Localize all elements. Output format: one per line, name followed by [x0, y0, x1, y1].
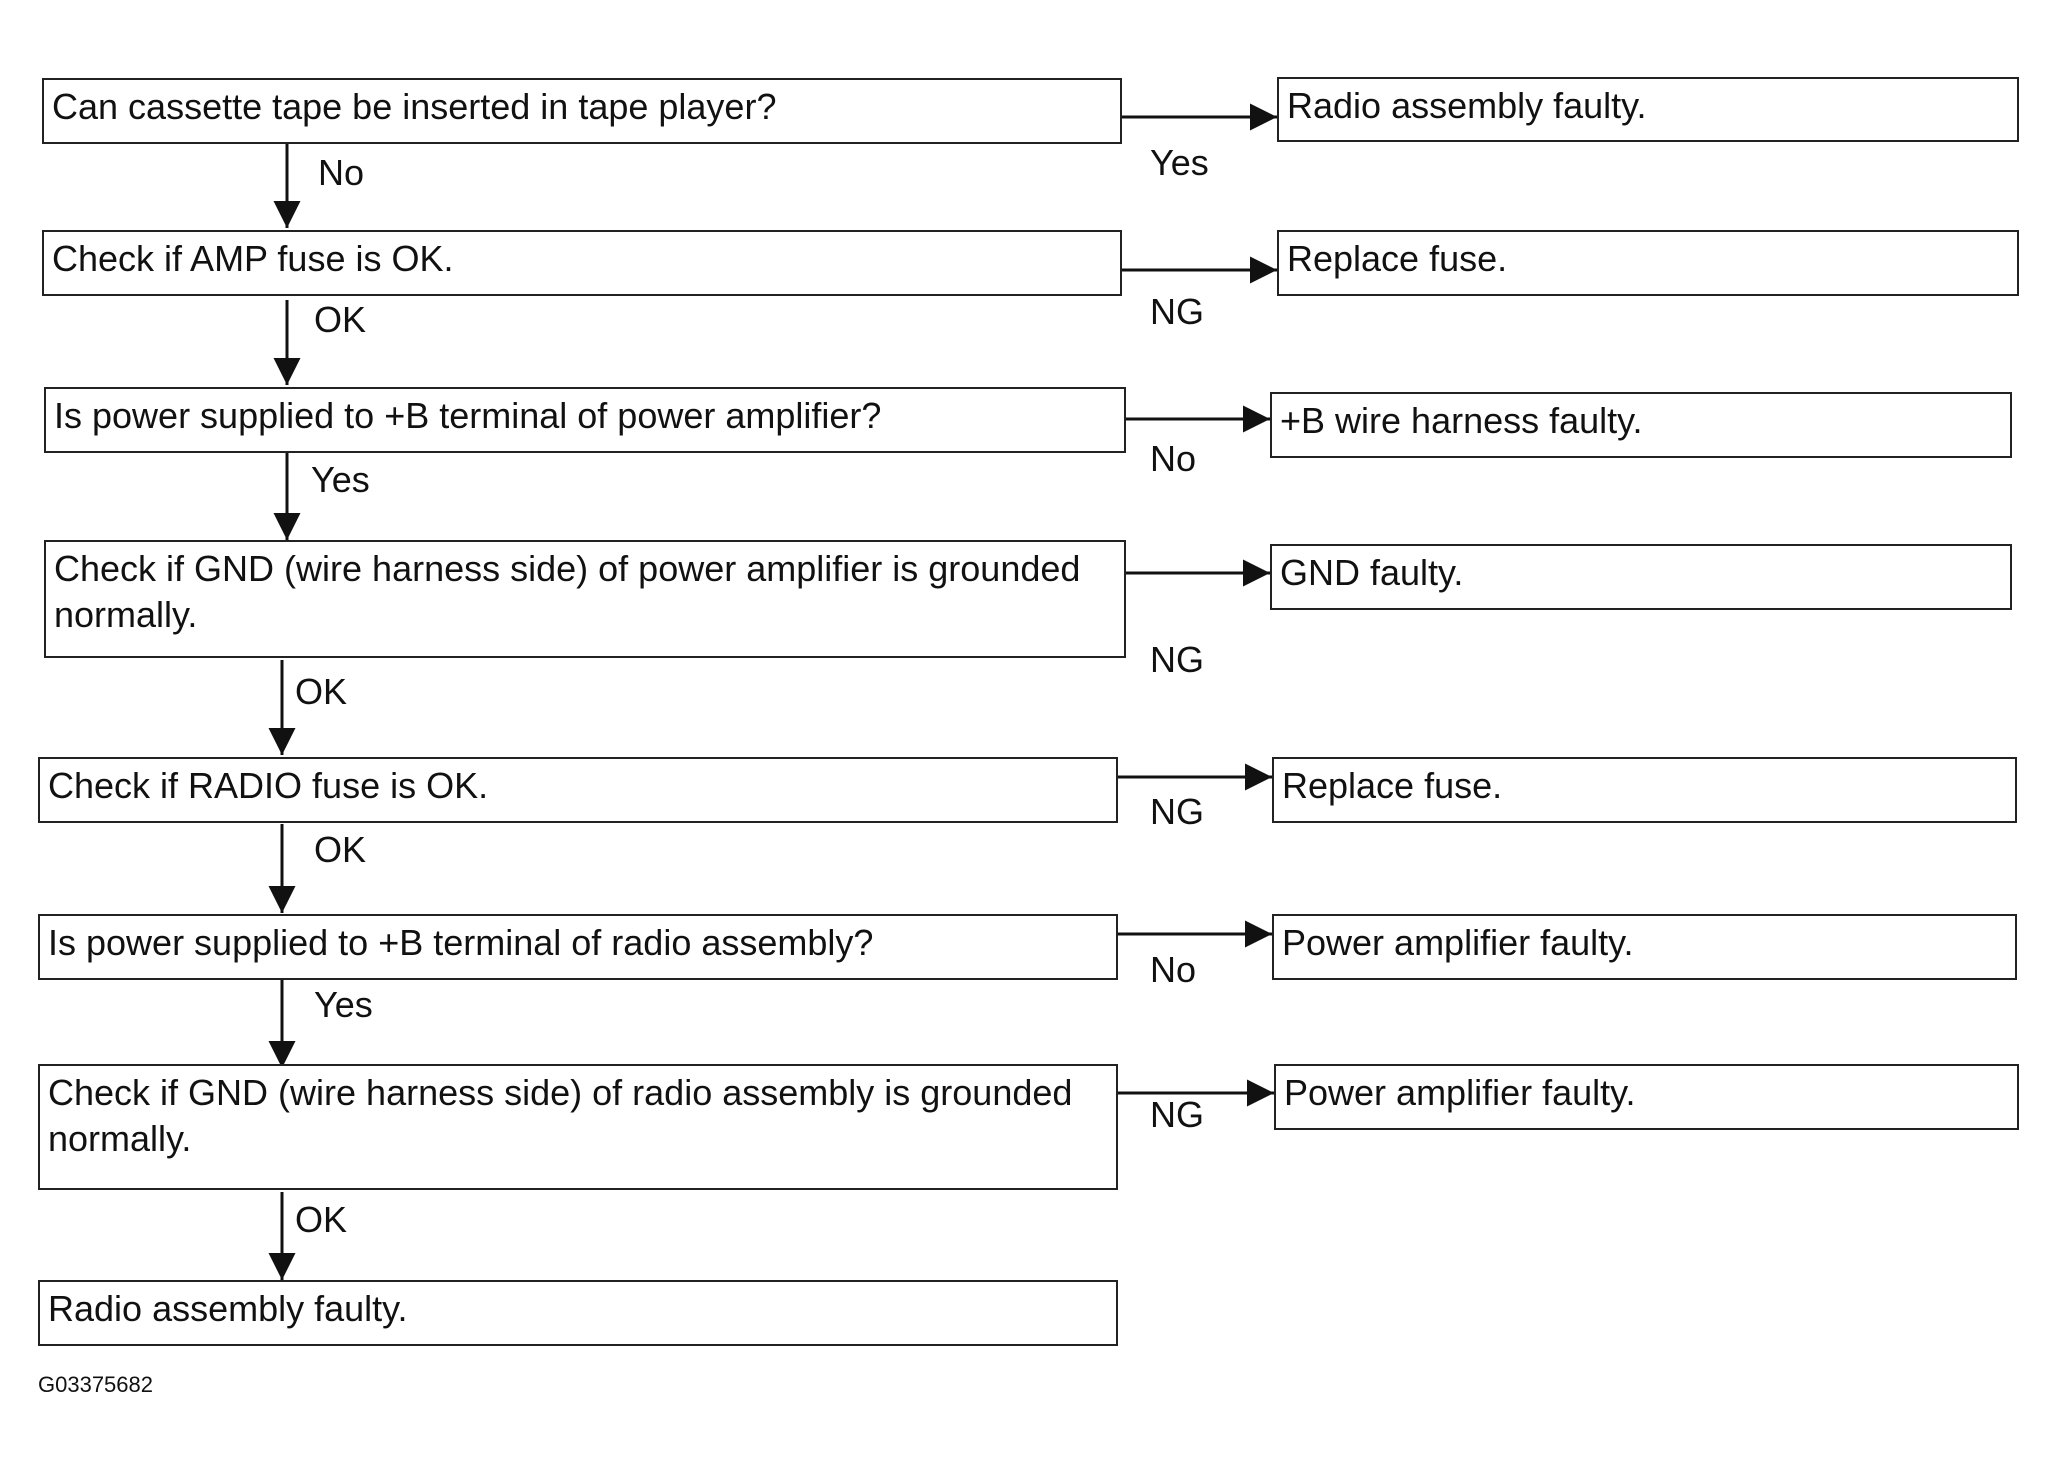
step-2-result-box: Replace fuse. [1277, 230, 2019, 296]
step-4-right-label: NG [1150, 639, 1204, 680]
step-3-down-label: Yes [311, 459, 370, 500]
step-7-right-label: NG [1150, 1094, 1204, 1135]
step-3-result-box: +B wire harness faulty. [1270, 392, 2012, 458]
step-4-down-label: OK [295, 671, 348, 712]
final-result-box: Radio assembly faulty. [38, 1280, 1118, 1346]
step-6-down-label: Yes [314, 984, 373, 1025]
step-5-right-label: NG [1150, 791, 1204, 832]
step-7-result-box: Power amplifier faulty. [1274, 1064, 2019, 1130]
step-6-result-box: Power amplifier faulty. [1272, 914, 2017, 980]
step-1-result-box: Radio assembly faulty. [1277, 77, 2019, 142]
step-1-box: Can cassette tape be inserted in tape player? [42, 78, 1122, 144]
step-5-down-label: OK [314, 829, 367, 870]
step-4-result-box: GND faulty. [1270, 544, 2012, 610]
step-1-right-label: Yes [1150, 142, 1209, 183]
step-1-down-label: No [318, 152, 365, 193]
step-2-right-label: NG [1150, 291, 1204, 332]
figure-code: G03375682 [38, 1372, 153, 1397]
step-2-down-label: OK [314, 299, 367, 340]
step-5-result-box: Replace fuse. [1272, 757, 2017, 823]
step-7-box: Check if GND (wire harness side) of radio assembly is grounded normally. [38, 1064, 1118, 1190]
step-6-right-label: No [1150, 949, 1197, 990]
step-3-right-label: No [1150, 438, 1197, 479]
step-5-box: Check if RADIO fuse is OK. [38, 757, 1118, 823]
step-3-box: Is power supplied to +B terminal of power amplifier? [44, 387, 1126, 453]
step-4-box: Check if GND (wire harness side) of power amplifier is grounded normally. [44, 540, 1126, 658]
step-6-box: Is power supplied to +B terminal of radio assembly? [38, 914, 1118, 980]
step-7-down-label: OK [295, 1199, 348, 1240]
step-2-box: Check if AMP fuse is OK. [42, 230, 1122, 296]
